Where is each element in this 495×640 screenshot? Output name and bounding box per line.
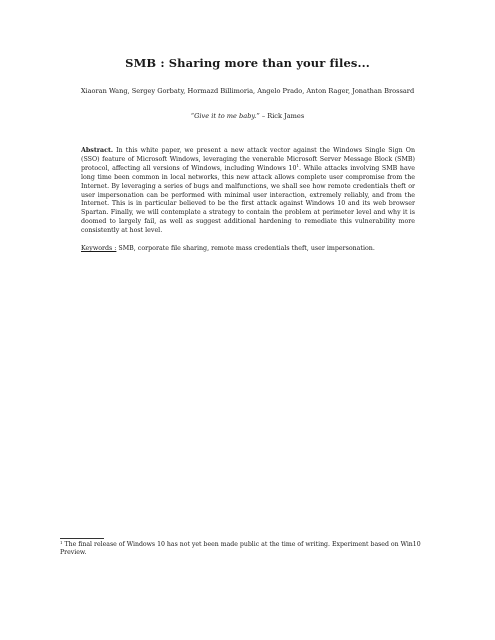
abstract-text-part2: . While attacks involving SMB have long time been common in local networks, this new attack allows complete user compromise from the Internet. By leveraging a series of bugs and malfunctions, we shall see how remote credentials theft or user impersonation can be performed with minimal user interaction, extremely reliably, and from the Internet. This is in particular believed to be the first attack against Windows 10 and its web browser Spartan. Finally, we will contemplate a strategy to contain the problem at perimeter level and why it is doomed to largely fail, as well as suggest additional hardening to remediate this vulnerability more consistently at host level. xyxy=(81,164,415,235)
keywords xyxy=(81,245,415,254)
author-list: Xiaoran Wang, Sergey Gorbaty, Hormazd Billimoria, Angelo Prado, Anton Rager, Jonathan Brossard xyxy=(80,87,415,95)
epigraph-attribution: – Rick James xyxy=(259,112,305,120)
footnote-text: The final release of Windows 10 has not yet been made public at the time of writing. Experiment based on Win10 Preview. xyxy=(60,541,421,557)
footnote-marker: 1 xyxy=(60,540,63,545)
footnote-reference: 1 xyxy=(296,162,299,168)
keywords-text: SMB, corporate file sharing, remote mass credentials theft, user impersonation. xyxy=(116,245,375,252)
footnote xyxy=(60,541,442,558)
footnote-divider xyxy=(60,538,104,539)
epigraph-quote: “Give it to me baby.” xyxy=(190,112,260,120)
abstract xyxy=(81,147,415,236)
paper-title: SMB : Sharing more than your files... xyxy=(125,56,370,70)
abstract-text-part1: In this white paper, we present a new attack vector against the Windows Single Sign On (SSO) feature of Microsoft Windows, leveraging the venerable Microsoft Server Message Block (SMB) protocol, affecting all versions of Windows, including Windows 10 xyxy=(81,147,415,172)
keywords-label: Keywords : xyxy=(81,245,117,252)
abstract-heading: Abstract. xyxy=(81,147,114,154)
epigraph xyxy=(0,112,495,120)
